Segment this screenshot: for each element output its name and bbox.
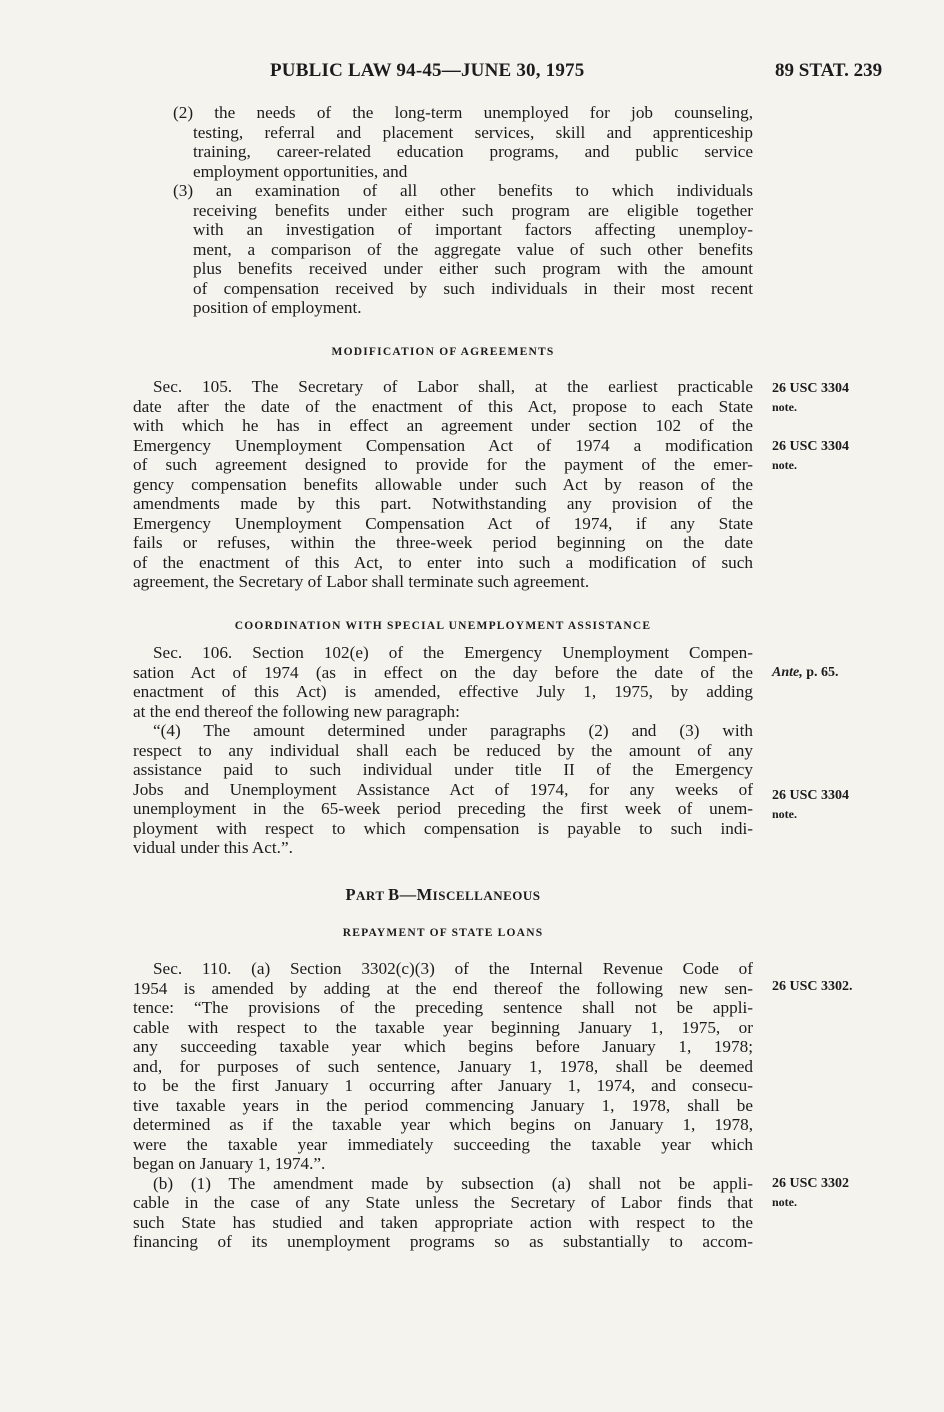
text-line: fails or refuses, within the three-week period beginning on the date [133,533,753,552]
text-line: of such agreement designed to provide for the payment of the emer- [133,455,753,474]
text-line: gency compensation benefits allowable under such Act by reason of the [133,474,753,494]
text-line: Emergency Unemployment Compensation Act of 1974 a modification [133,435,753,455]
text-line: at the end thereof the following new paragraph: [133,701,460,721]
text-line: cable in the case of any State unless the Secretary of Labor finds that [133,1193,753,1212]
text-line: receiving benefits under either such program are eligible together [193,200,753,220]
margin-note-citation: 26 USC 3302. [772,979,853,994]
page-header-stat-citation: 89 STAT. 239 [775,60,883,81]
text-line: position of employment. [193,298,362,317]
text-line: ployment with respect to which compensation is payable to such indi- [133,818,753,838]
page-header-title: PUBLIC LAW 94-45—JUNE 30, 1975 [270,60,585,81]
text-line: vidual under this Act.”. [133,838,293,857]
text-line: Jobs and Unemployment Assistance Act of 1974, for any weeks of [133,779,753,799]
text-line: testing, referral and placement services, skill and apprenticeship [193,122,753,142]
part-b-heading: PART B—MISCELLANEOUS [345,885,541,904]
text-line: plus benefits received under either such program with the amount [193,259,753,278]
text-line: assistance paid to such individual under title II of the Emergency [133,760,753,779]
text-line: began on January 1, 1974.”. [133,1154,326,1173]
text-line: financing of its unemployment programs so as substantially to accom- [133,1232,753,1251]
text-line: “(4) The amount determined under paragraphs (2) and (3) with [153,721,753,740]
section-106 [133,643,753,858]
paragraphs-2-and-3 [133,103,753,318]
text-line: unemployment in the 65-week period preceding the first week of unem- [133,799,753,818]
text-line: tence: “The provisions of the preceding sentence shall not be appli- [133,998,753,1017]
margin-note-citation: 26 USC 3304 note. [772,788,850,821]
text-line: Emergency Unemployment Compensation Act of 1974, if any State [133,513,753,533]
text-line: of compensation received by such individuals in their most recent [193,278,753,298]
text-line: (3) an examination of all other benefits to which individuals [173,181,753,200]
text-line: employment opportunities, and [193,161,408,181]
section-heading-modification: MODIFICATION OF AGREEMENTS [331,346,555,358]
text-line: amendments made by this part. Notwithstanding any provision of the [133,494,753,513]
text-line: Sec. 105. The Secretary of Labor shall, at the earliest practicable [153,377,753,396]
text-line: (b) (1) The amendment made by subsection (a) shall not be appli- [153,1173,753,1193]
text-line: to be the first January 1 occurring after January 1, 1974, and consecu- [133,1076,753,1095]
text-line: with an investigation of important factors affecting unemploy- [193,220,753,239]
section-105 [133,377,753,592]
margin-note-citation: 26 USC 3304 note. [772,439,850,472]
margin-note-citation: 26 USC 3302 note. [772,1176,850,1209]
text-line: cable with respect to the taxable year beginning January 1, 1975, or [133,1017,753,1037]
section-heading-repayment: REPAYMENT OF STATE LOANS [342,927,544,939]
section-110 [133,959,753,1252]
text-line: Sec. 106. Section 102(e) of the Emergency Unemployment Compen- [153,643,753,662]
text-line: such State has studied and taken appropriate action with respect to the [133,1212,753,1232]
text-line: training, career-related education programs, and public service [193,142,753,161]
text-line: and, for purposes of such sentence, January 1, 1978, shall be deemed [133,1056,753,1076]
text-line: 1954 is amended by adding at the end thereof the following new sen- [133,978,753,998]
text-line: enactment of this Act) is amended, effective July 1, 1975, by adding [133,682,753,701]
text-line: agreement, the Secretary of Labor shall terminate such agreement. [133,572,590,591]
text-line: with which he has in effect an agreement under section 102 of the [133,416,753,435]
text-line: determined as if the taxable year which begins on January 1, 1978, [133,1115,753,1134]
text-line: Sec. 110. (a) Section 3302(c)(3) of the Internal Revenue Code of [153,959,753,978]
text-line: of the enactment of this Act, to enter into such a modification of such [133,552,753,572]
text-line: date after the date of the enactment of this Act, propose to each State [133,396,753,416]
margin-note-citation: Ante, p. 65. [772,665,839,680]
text-line: were the taxable year immediately succeeding the taxable year which [133,1134,753,1154]
text-line: sation Act of 1974 (as in effect on the day before the date of the [133,662,753,682]
text-line: (2) the needs of the long-term unemployed for job counseling, [173,103,753,122]
text-line: respect to any individual shall each be reduced by the amount of any [133,740,753,760]
section-heading-coordination: COORDINATION WITH SPECIAL UNEMPLOYMENT ASSISTANCE [234,620,652,632]
text-line: ment, a comparison of the aggregate value of such other benefits [193,239,753,259]
text-line: any succeeding taxable year which begins before January 1, 1978; [133,1037,753,1056]
text-line: tive taxable years in the period commencing January 1, 1978, shall be [133,1095,753,1115]
margin-note-citation: 26 USC 3304 note. [772,381,850,414]
